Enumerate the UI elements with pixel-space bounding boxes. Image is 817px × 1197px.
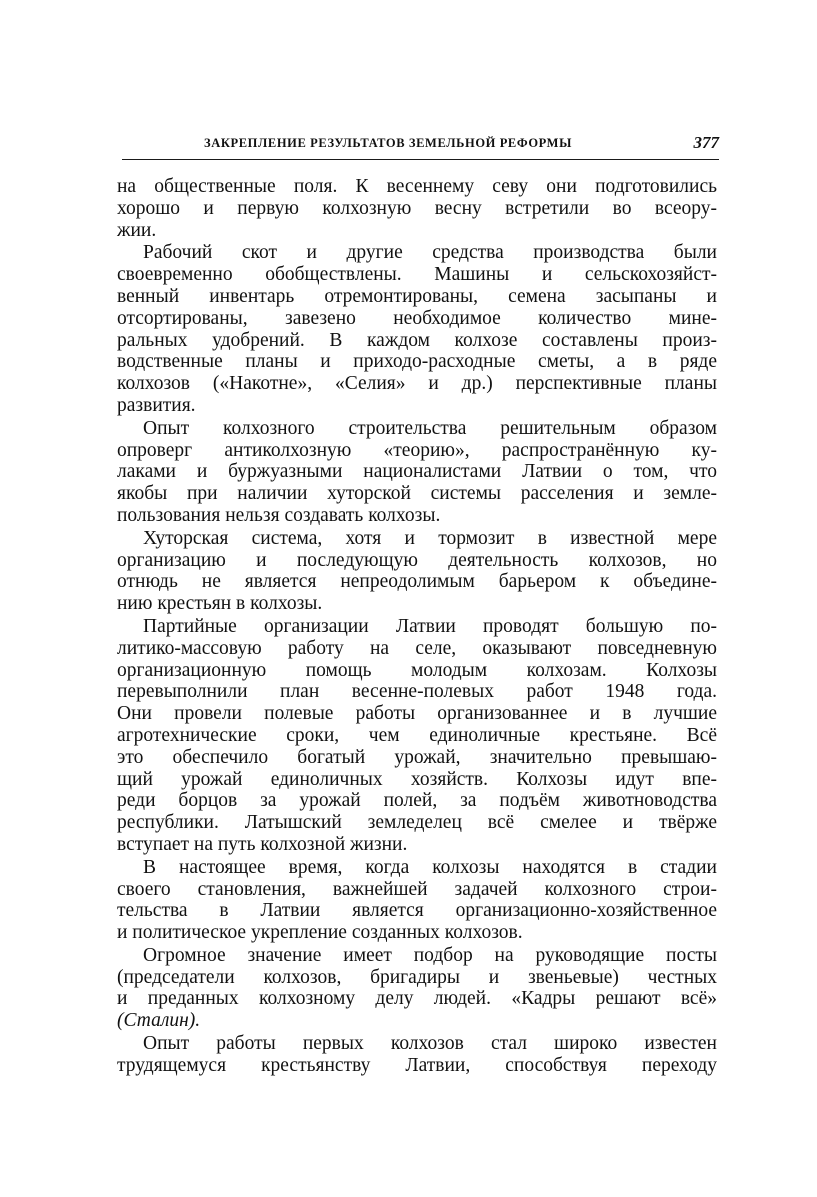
text-line: трудящемуся крестьянству Латвии, способствуя переходу <box>117 1054 717 1076</box>
text-line: и политическое укрепление созданных колхозов. <box>117 922 523 944</box>
paragraph-first-line: В настоящее время, когда колхозы находятся в стадии <box>143 856 717 878</box>
text-line: перевыполнили план весенне-полевых работ 1948 года. <box>117 681 717 703</box>
paragraph-first-line: Рабочий скот и другие средства производства были <box>143 242 717 264</box>
text-line: лаками и буржуазными националистами Латвии о том, что <box>117 461 717 483</box>
text-line: развития. <box>117 394 196 416</box>
text-line: своевременно обобществлены. Машины и сельскохозяйст- <box>117 264 717 286</box>
text-line: реди борцов за урожай полей, за подъём животноводства <box>117 790 717 812</box>
text-line: отнюдь не является непреодолимым барьером к объедине- <box>117 571 717 593</box>
text-line: Они провели полевые работы организованнее и в лучшие <box>117 703 717 725</box>
text-line: нию крестьян в колхозы. <box>117 593 323 615</box>
text-line: венный инвентарь отремонтированы, семена засыпаны и <box>117 285 717 307</box>
text-line: хорошо и первую колхозную весну встретили во всеору- <box>117 197 717 219</box>
paragraph-first-line: Опыт колхозного строительства решительным образом <box>143 417 717 439</box>
text-line: отсортированы, завезено необходимое количество мине- <box>117 307 717 329</box>
text-line: организацию и последующую деятельность колхозов, но <box>117 549 717 571</box>
running-title: ЗАКРЕПЛЕНИЕ РЕЗУЛЬТАТОВ ЗЕМЕЛЬНОЙ РЕФОРМЫ <box>204 136 572 150</box>
citation-line: (Сталин). <box>117 1010 201 1032</box>
text-line: колхозов («Накотне», «Селия» и др.) перспективные планы <box>117 373 717 395</box>
text-line: литико-массовую работу на селе, оказывают повседневную <box>117 637 717 659</box>
text-line: жии. <box>117 219 157 241</box>
text-line: агротехнические сроки, чем единоличные крестьяне. Всё <box>117 724 717 746</box>
paragraph-first-line: Опыт работы первых колхозов стал широко известен <box>143 1033 717 1055</box>
text-line: опроверг антиколхозную «теорию», распространённую ку- <box>117 439 717 461</box>
paragraph-first-line: Хуторская система, хотя и тормозит в известной мере <box>143 527 717 549</box>
paragraph-first-line: Огромное значение имеет подбор на руководящие посты <box>143 944 717 966</box>
page-number: 377 <box>693 133 719 152</box>
text-line: якобы при наличии хуторской системы расселения и земле- <box>117 483 717 505</box>
body-text <box>117 176 717 1077</box>
text-line: щий урожай единоличных хозяйств. Колхозы идут впе- <box>117 768 717 790</box>
text-line: вступает на путь колхозной жизни. <box>117 833 408 855</box>
text-line: тельства в Латвии является организационно-хозяйственное <box>117 900 717 922</box>
running-header <box>122 129 719 160</box>
paragraph-first-line: Партийные организации Латвии проводят большую по- <box>143 615 717 637</box>
text-line: и преданных колхозному делу людей. «Кадры решают всё» <box>117 988 717 1010</box>
text-line: это обеспечило богатый урожай, значительно превышаю- <box>117 746 717 768</box>
text-line: водственные планы и приходо-расходные сметы, а в ряде <box>117 351 717 373</box>
text-line: пользования нельзя создавать колхозы. <box>117 504 441 526</box>
text-line: ральных удобрений. В каждом колхозе составлены произ- <box>117 329 717 351</box>
text-line: организационную помощь молодым колхозам. Колхозы <box>117 659 717 681</box>
text-line: (председатели колхозов, бригадиры и звеньевые) честных <box>117 966 717 988</box>
text-line: на общественные поля. К весеннему севу они подготовились <box>117 176 717 197</box>
text-line: республики. Латышский земледелец всё смелее и твёрже <box>117 812 717 834</box>
text-line: своего становления, важнейшей задачей колхозного строи- <box>117 878 717 900</box>
